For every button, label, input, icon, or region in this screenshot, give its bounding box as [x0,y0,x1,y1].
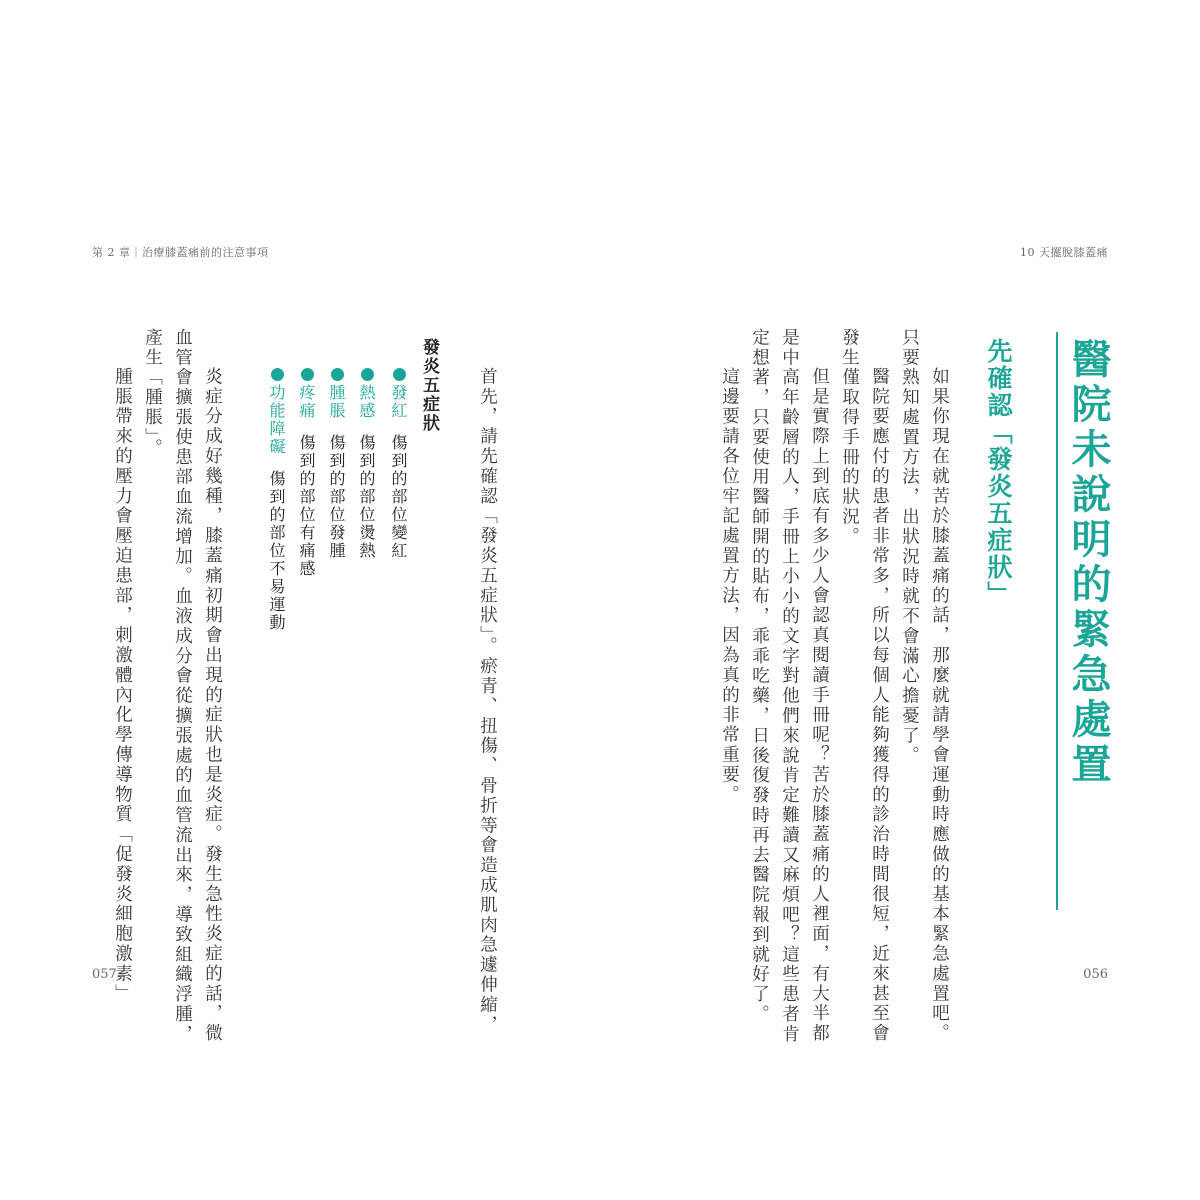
right-body-line-8: 這邊要請各位牢記處置方法，因為真的非常重要。 [719,367,740,805]
right-body-line-2: 只要熟知處置方法，出狀況時就不會滿心擔憂了。 [899,328,920,766]
symptoms-box-heading: 發炎五症狀 [419,338,439,433]
title-rule [1056,332,1058,910]
bullet-dot [393,368,406,381]
right-body-line-3: 醫院要應付的患者非常多，所以每個人能夠獲得的診治時間很短，近來甚至會 [869,367,890,1044]
symptom-item-pain [298,384,314,578]
left-page-number: 057 [92,967,117,982]
symptom-term: 腫脹 [327,384,346,420]
symptom-desc: 傷到的部位不易運動 [267,470,286,632]
section-title: 先確認「發炎五症狀」 [984,338,1013,608]
symptom-item-swelling [328,384,344,560]
bullet-dot [271,368,284,381]
left-intro-line-1: 首先，請先確認「發炎五症狀」。瘀青、扭傷、骨折等會造成肌肉急遽伸縮， [477,367,498,1035]
symptom-item-dysfunction [268,384,284,632]
left-body-line-4: 腫脹帶來的壓力會壓迫患部，刺激體內化學傳導物質「促發炎細胞激素」 [112,367,133,1004]
symptom-term: 熱感 [357,384,376,420]
symptom-term: 發紅 [389,384,408,420]
bullet-dot [301,368,314,381]
bullet-dot [331,368,344,381]
symptom-desc: 傷到的部位燙熱 [357,434,376,560]
symptom-desc: 傷到的部位變紅 [389,434,408,560]
right-running-head: 10 天擺脫膝蓋痛 [1020,246,1108,259]
symptom-desc: 傷到的部位發腫 [327,434,346,560]
symptom-term: 功能障礙 [267,384,286,456]
bullet-dot [361,368,374,381]
symptom-term: 疼痛 [297,384,316,420]
right-body-line-6: 是中高年齡層的人，手冊上小小的文字對他們來說肯定難讀又麻煩吧？這些患者肯 [779,328,800,1045]
left-body-line-3: 產生「腫脹」。 [142,328,163,459]
right-page-number: 056 [1083,967,1108,982]
right-body-line-7: 定想著，只要使用醫師開的貼布，乖乖吃藥，日後復發時再去醫院報到就好了。 [749,328,770,1025]
symptom-item-heat [358,384,374,560]
right-body-line-1: 如果你現在就苦於膝蓋痛的話，那麼就請學會運動時應做的基本緊急處置吧。 [929,367,950,1044]
left-body-line-1: 炎症分成好幾種，膝蓋痛初期會出現的症狀也是炎症。發生急性炎症的話，微 [202,367,223,1044]
symptom-desc: 傷到的部位有痛感 [297,434,316,578]
page-title: 醫院未說明的緊急處置 [1065,338,1111,788]
symptom-item-redness [390,384,406,560]
left-body-line-2: 血管會擴張使患部血流增加。血液成分會從擴張處的血管流出來，導致組織浮腫， [172,328,193,1045]
right-body-line-4: 發生僅取得手冊的狀況。 [839,328,860,547]
left-running-head: 第 2 章｜治療膝蓋痛前的注意事項 [92,246,269,259]
right-body-line-5: 但是實際上到底有多少人會認真閱讀手冊呢？苦於膝蓋痛的人裡面，有大半都 [809,367,830,1044]
